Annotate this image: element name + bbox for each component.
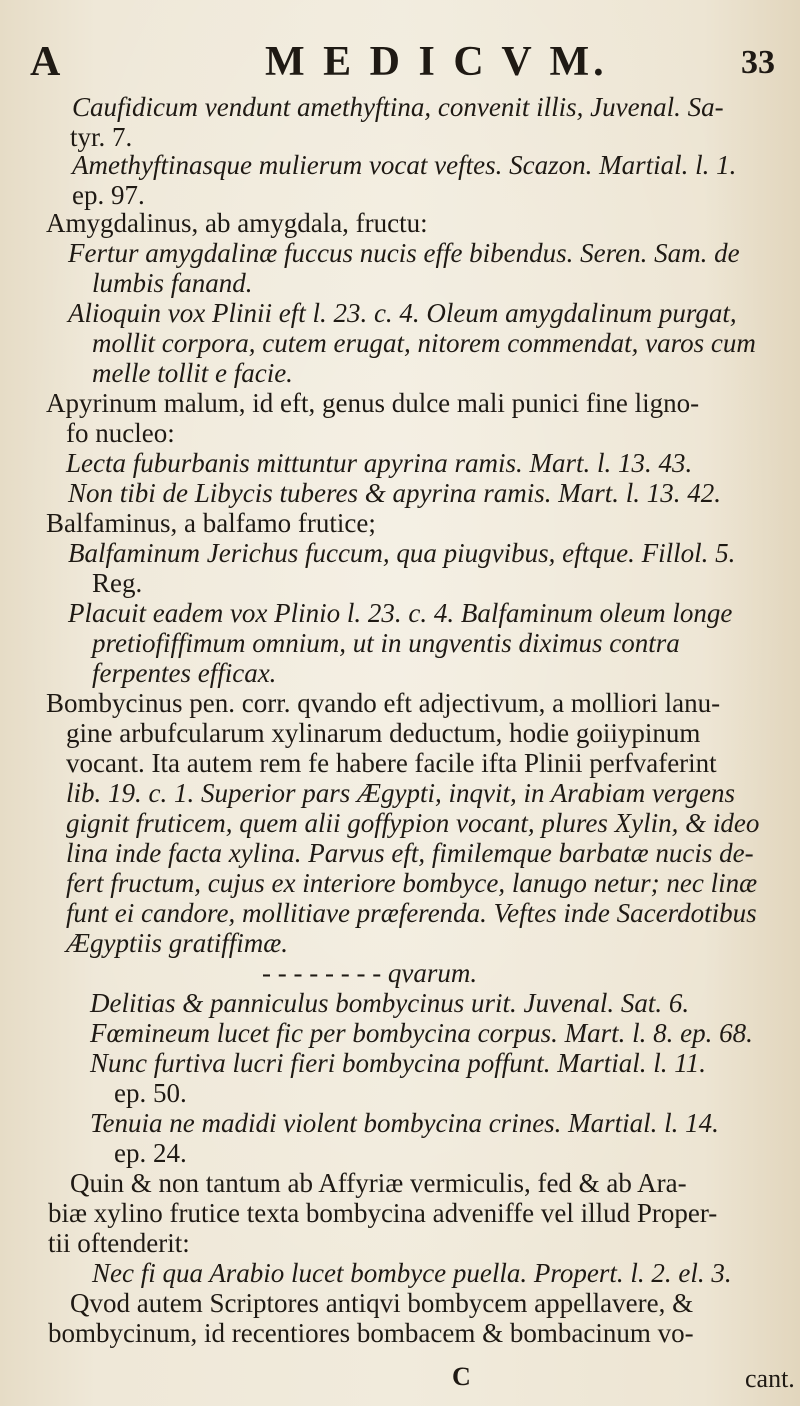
text-line: lina inde facta xylina. Parvus eft, fimilemque barbatæ nucis de-: [66, 838, 754, 868]
text-line: funt ei candore, mollitiave præferenda. Veftes inde Sacerdotibus: [66, 898, 757, 928]
text-line: tyr. 7.: [70, 122, 133, 152]
text-line: biæ xylino frutice texta bombycina adveniffe vel illud Proper-: [48, 1198, 718, 1228]
text-line: Quin & non tantum ab Affyriæ vermiculis, fed & ab Ara-: [70, 1168, 687, 1198]
text-line: Balfaminum Jerichus fuccum, qua piugvibus, eftque. Fillol. 5.: [68, 538, 736, 568]
text-line: Qvod autem Scriptores antiqvi bombycem appellavere, &: [70, 1288, 694, 1318]
text-line: ep. 24.: [114, 1138, 187, 1168]
text-line: melle tollit e facie.: [92, 358, 293, 388]
text-line: Lecta fuburbanis mittuntur apyrina ramis. Mart. l. 13. 43.: [66, 448, 693, 478]
text-line: Reg.: [92, 568, 143, 598]
text-line: ep. 97.: [72, 180, 145, 210]
text-line: Non tibi de Libycis tuberes & apyrina ramis. Mart. l. 13. 42.: [68, 478, 721, 508]
text-line: Amethyftinasque mulierum vocat veftes. Scazon. Martial. l. 1.: [72, 150, 737, 180]
text-line: vocant. Ita autem rem fe habere facile ifta Plinii perfvaferint: [66, 748, 717, 778]
text-line: gignit fruticem, quem alii goffypion vocant, plures Xylin, & ideo: [66, 808, 760, 838]
text-line: pretiofiffimum omnium, ut in ungventis diximus contra: [92, 628, 680, 658]
page-number: 33: [741, 44, 775, 81]
text-line: gine arbufcularum xylinarum deductum, hodie goiiypinum: [66, 718, 701, 748]
header-section-letter: A: [30, 39, 62, 85]
signature-mark: C: [452, 1362, 471, 1391]
text-line: Placuit eadem vox Plinio l. 23. c. 4. Balfaminum oleum longe: [68, 598, 733, 628]
text-line: lumbis fanand.: [92, 268, 253, 298]
header-title: M E D I C V M.: [265, 39, 608, 85]
catchword: cant.: [745, 1364, 795, 1393]
text-line: Fertur amygdalinæ fuccus nucis effe bibendus. Seren. Sam. de: [68, 238, 740, 268]
lemma-line: Bombycinus pen. corr. qvando eft adjectivum, a molliori lanu-: [46, 688, 721, 718]
text-line: lib. 19. c. 1. Superior pars Ægypti, inqvit, in Arabiam vergens: [66, 778, 735, 808]
lemma-line: Balfaminus, a balfamo frutice;: [46, 508, 376, 538]
lemma-line: Amygdalinus, ab amygdala, fructu:: [46, 208, 428, 238]
text-line: tii oftenderit:: [48, 1228, 190, 1258]
text-line: fo nucleo:: [66, 418, 175, 448]
running-header: [30, 38, 775, 88]
text-line: ferpentes efficax.: [92, 658, 277, 688]
text-line: Ægyptiis gratiffimæ.: [66, 928, 289, 958]
text-line: bombycinum, id recentiores bombacem & bombacinum vo-: [48, 1318, 694, 1348]
text-line: mollit corpora, cutem erugat, nitorem commendat, varos cum: [92, 328, 756, 358]
text-line: - - - - - - - - qvarum.: [262, 958, 478, 988]
lemma-line: Apyrinum malum, id eft, genus dulce mali punici fine ligno-: [46, 388, 700, 418]
text-line: Nec fi qua Arabio lucet bombyce puella. Propert. l. 2. el. 3.: [92, 1258, 732, 1288]
text-line: Fœmineum lucet fic per bombycina corpus. Mart. l. 8. ep. 68.: [90, 1018, 753, 1048]
text-line: Alioquin vox Plinii eft l. 23. c. 4. Oleum amygdalinum purgat,: [68, 298, 737, 328]
text-line: Caufidicum vendunt amethyftina, convenit illis, Juvenal. Sa-: [72, 92, 724, 122]
text-line: ep. 50.: [114, 1078, 187, 1108]
text-line: Tenuia ne madidi violent bombycina crines. Martial. l. 14.: [90, 1108, 719, 1138]
text-line: fert fructum, cujus ex interiore bombyce, lanugo netur; nec linæ: [66, 868, 758, 898]
text-line: Delitias & panniculus bombycinus urit. Juvenal. Sat. 6.: [90, 988, 690, 1018]
text-line: Nunc furtiva lucri fieri bombycina poffunt. Martial. l. 11.: [90, 1048, 706, 1078]
